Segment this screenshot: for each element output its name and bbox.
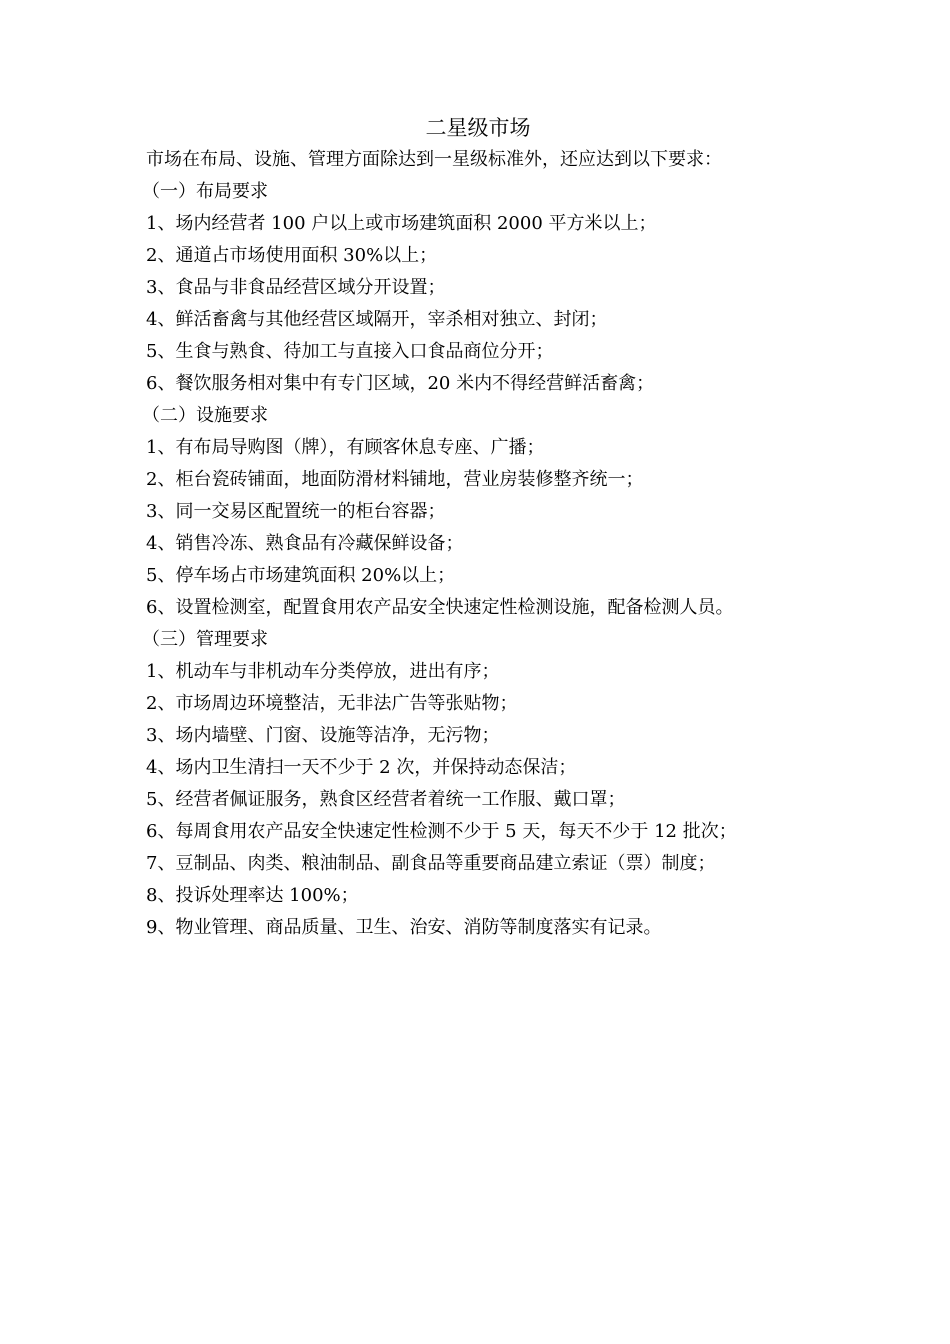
document-body: [142, 112, 816, 944]
list-item: 5、生食与熟食、待加工与直接入口食品商位分开；: [146, 341, 554, 362]
list-item: 1、场内经营者 100 户以上或市场建筑面积 2000 平方米以上；: [146, 213, 657, 234]
list-item: 6、每周食用农产品安全快速定性检测不少于 5 天，每天不少于 12 批次；: [146, 821, 737, 842]
section-heading: （二）设施要求: [142, 405, 268, 426]
section-layout: [142, 176, 816, 400]
list-item: 4、场内卫生清扫一天不少于 2 次，并保持动态保洁；: [146, 757, 577, 778]
list-item: 2、市场周边环境整洁，无非法广告等张贴物；: [146, 693, 518, 714]
list-item: 4、鲜活畜禽与其他经营区域隔开，宰杀相对独立、封闭；: [146, 309, 608, 330]
list-item: 7、豆制品、肉类、粮油制品、副食品等重要商品建立索证（票）制度；: [146, 853, 716, 874]
list-item: 1、机动车与非机动车分类停放，进出有序；: [146, 661, 500, 682]
list-item: 9、物业管理、商品质量、卫生、治安、消防等制度落实有记录。: [146, 917, 662, 938]
section-facilities: [142, 400, 816, 624]
section-heading: （一）布局要求: [142, 181, 268, 202]
list-item: 4、销售冷冻、熟食品有冷藏保鲜设备；: [146, 533, 464, 554]
section-management: [142, 624, 816, 944]
list-item: 1、有布局导购图（牌），有顾客休息专座、广播；: [146, 437, 545, 458]
list-item: 3、同一交易区配置统一的柜台容器；: [146, 501, 446, 522]
list-item: 3、食品与非食品经营区域分开设置；: [146, 277, 446, 298]
list-item: 5、停车场占市场建筑面积 20%以上；: [146, 565, 456, 586]
list-item: 2、通道占市场使用面积 30%以上；: [146, 245, 438, 266]
list-item: 6、餐饮服务相对集中有专门区域，20 米内不得经营鲜活畜禽；: [146, 373, 655, 394]
list-item: 3、场内墙壁、门窗、设施等洁净，无污物；: [146, 725, 500, 746]
list-item: 8、投诉处理率达 100%；: [146, 885, 359, 906]
list-item: 6、设置检测室，配置食用农产品安全快速定性检测设施，配备检测人员。: [146, 597, 734, 618]
list-item: 2、柜台瓷砖铺面，地面防滑材料铺地，营业房装修整齐统一；: [146, 469, 644, 490]
page-title: 二星级市场: [425, 116, 531, 140]
list-item: 5、经营者佩证服务，熟食区经营者着统一工作服、戴口罩；: [146, 789, 626, 810]
section-heading: （三）管理要求: [142, 629, 268, 650]
intro-paragraph: 市场在布局、设施、管理方面除达到一星级标准外，还应达到以下要求：: [146, 149, 722, 170]
